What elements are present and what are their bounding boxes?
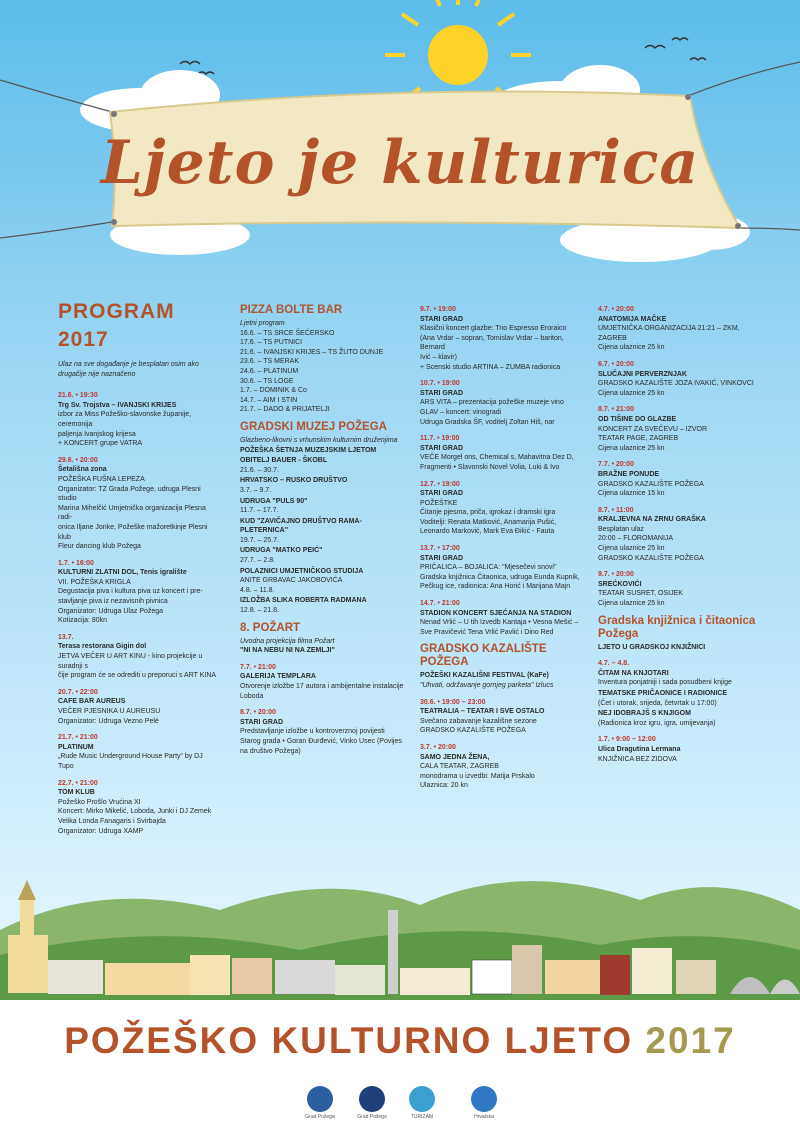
program-column-1 xyxy=(58,298,218,837)
event-item xyxy=(420,434,590,472)
col2-sections xyxy=(240,304,405,756)
event-detail: UMJETNIČKA ORGANIZACIJA 21:21 – ZKM, ZAGREB xyxy=(598,325,740,342)
sponsor-logo xyxy=(400,1086,444,1120)
event-detail: „Rude Music Underground House Party“ by DJ Tupo xyxy=(58,753,203,770)
schedule-item: 24.6. – PLATINUM xyxy=(240,367,299,375)
event-detail: Cijena ulaznice 25 kn xyxy=(598,600,665,608)
event-item xyxy=(598,689,768,708)
event-detail: Starog grada • Goran Đurđević, Vinko Usec (Povijes xyxy=(240,737,402,745)
event-item xyxy=(598,405,768,453)
event-item xyxy=(598,305,768,353)
event-detail: PRIČALICA – BOJALICA: "Mjesečevi snovi" xyxy=(420,564,557,572)
event-date: 14.7. • 21:00 xyxy=(420,600,460,608)
event-detail: 19.7. – 25.7. xyxy=(240,536,279,544)
event-title: STARI GRAD xyxy=(420,444,464,452)
event-item xyxy=(58,633,218,681)
schedule-item: 21.7. – DADO & PRIJATELJI xyxy=(240,406,330,414)
event-date: 20.7. • 22:00 xyxy=(58,688,98,696)
event-item xyxy=(58,688,218,726)
event-title: KRALJEVNA NA ZRNU GRAŠKA xyxy=(598,516,706,524)
event-detail: 27.7. – 2.8. xyxy=(240,557,276,565)
event-detail: monodrama u izvedbi: Matija Prskalo xyxy=(420,772,535,780)
event-detail: + Scenski studio ARTINA – ZUMBA radionica xyxy=(420,363,561,371)
event-item xyxy=(420,698,590,736)
event-detail: GRADSKO KAZALIŠTE JOZA IVAKIĆ, VINKOVCI xyxy=(598,380,754,388)
program-column-4 xyxy=(598,298,768,765)
program-heading: PROGRAM 2017 xyxy=(58,300,175,351)
event-title: SREĆKOVIĆI xyxy=(598,580,642,588)
logo-emblem-icon xyxy=(307,1086,333,1112)
section-heading: GRADSKI MUZEJ POŽEGA xyxy=(240,420,387,433)
event-detail: 21.6. – 30.7. xyxy=(240,466,279,474)
event-detail: Pečkug ice, radionica: Ana Horić i Marijana Majn xyxy=(420,583,571,591)
event-title: KUD "ZAVIČAJNO DRUŠTVO RAMA-PLETERNICA" xyxy=(240,517,362,535)
event-title: BRAŽNE PONUDE xyxy=(598,470,660,478)
event-detail: Organizator: TZ Grada Požege, udruga Plesni studio xyxy=(58,485,201,503)
event-detail: POŽEŠKA FUŠNA LEPEZA xyxy=(58,475,145,483)
event-date: 13.7. xyxy=(58,633,74,641)
schedule-item: 14.7. – AIM I STIN xyxy=(240,396,298,404)
event-item xyxy=(240,517,405,546)
event-detail: GRADSKO KAZALIŠTE POŽEGA xyxy=(598,480,704,488)
event-item xyxy=(240,567,405,596)
logo-label: TURIZAM xyxy=(410,1114,434,1120)
logo-emblem-icon xyxy=(471,1086,497,1112)
event-detail: Marina Mihelčić Umjetnička organizacija Plesna radi- xyxy=(58,504,206,522)
event-title: Ulica Dragutina Lermana xyxy=(598,745,681,753)
event-item xyxy=(420,743,590,791)
event-detail: Besplatan ulaz xyxy=(598,525,644,533)
event-date: 12.7. • 19:00 xyxy=(420,480,460,488)
event-item xyxy=(420,379,590,427)
event-item xyxy=(240,596,405,615)
banner-title: Ljeto je kulturica xyxy=(100,128,700,198)
event-detail: KONCERT ZA SVEČEVU – IZVOR xyxy=(598,425,708,433)
col4-events xyxy=(598,305,768,609)
event-item xyxy=(58,391,218,449)
event-item xyxy=(420,480,590,538)
event-detail: (Radionica kroz igru, igra, umijevanja) xyxy=(598,719,716,727)
event-date: 13.7. • 17:00 xyxy=(420,545,460,553)
footer-title xyxy=(0,1020,800,1062)
event-detail: VEČER PJESNIKA U AUREUSU xyxy=(58,708,161,715)
event-detail: + KONCERT grupe VATRA xyxy=(58,440,143,448)
event-date: 6.7. • 20:00 xyxy=(598,360,634,368)
event-detail: CALA TEATAR, ZAGREB xyxy=(420,763,499,771)
event-item xyxy=(240,708,405,756)
event-item xyxy=(240,476,405,495)
theatre-intro: "Uhvati, održavanje gornjeg parketa" Izlucs xyxy=(420,682,554,689)
event-date: 4.7. • 20:00 xyxy=(598,306,634,313)
library-intro: LJETO U GRADSKOJ KNJIŽNICI xyxy=(598,643,706,651)
event-detail: Cijena ulaznice 15 kn xyxy=(598,490,665,498)
event-detail: Inventura ponjatniji i sada posudbeni knjige xyxy=(598,679,732,687)
event-title: NEJ IDOBRAJŠ S KNJIGOM xyxy=(598,710,691,718)
event-date: 21.7. • 21:00 xyxy=(58,734,98,742)
event-item xyxy=(598,460,768,498)
event-detail: ANITE GRBAVAC JAKOBOVIĆA xyxy=(240,577,343,585)
event-date: 1.7. • 16:00 xyxy=(58,559,94,567)
event-detail: izbor za Miss Požeško-slavonske županije, ceremonija xyxy=(58,411,192,428)
event-title: STARI GRAD xyxy=(420,490,464,498)
event-title: POŽEŠKA ŠETNJA MUZEJSKIM LJETOM xyxy=(240,446,377,454)
event-detail: (Čet i utorak, srijeda, četvrtak u 17:00) xyxy=(598,699,717,707)
theatre-festival: POŽEŠKI KAZALIŠNI FESTIVAL (KaFe) xyxy=(420,672,549,680)
event-date: 29.6. • 20:00 xyxy=(58,456,98,464)
col1-events xyxy=(58,391,218,836)
event-title: CAFE BAR AUREUS xyxy=(58,698,126,706)
event-title: POLAZNICI UMJETNIČKOG STUDIJA xyxy=(240,567,364,575)
section-events xyxy=(240,446,405,616)
event-detail: Voditelji: Renata Matković, Anamarija Pušić, xyxy=(420,518,557,526)
event-detail: Organizator: Udruga Ulaz Požega xyxy=(58,607,164,615)
event-detail: 4.8. – 11.8. xyxy=(240,586,275,594)
event-date: 1.7. • 9:00 – 12:00 xyxy=(598,736,656,744)
event-detail: Čitanje pjesma, priča, igrokaz i dramski igra xyxy=(420,509,556,517)
event-detail: Kotizacija: 80kn xyxy=(58,617,108,625)
event-item xyxy=(240,546,405,565)
event-item xyxy=(420,599,590,637)
event-item xyxy=(420,544,590,592)
library-heading: Gradska knjižnica i čitaonica Požega xyxy=(598,614,756,640)
event-detail: GRADSKO KAZALIŠTE POŽEGA xyxy=(598,554,704,562)
event-item xyxy=(240,456,405,475)
event-detail: Cijena ulaznice 25 kn xyxy=(598,545,665,553)
event-title: SAMO JEDNA ŽENA, xyxy=(420,753,490,761)
event-date: 11.7. • 19:00 xyxy=(420,435,460,443)
event-detail: Fragmenti • Slavonski Novel Volia, Luki & Ivo xyxy=(420,463,560,471)
program-column-3 xyxy=(420,298,590,792)
event-title: Trg Sv. Trojstva – IVANJSKI KRIJES xyxy=(58,401,177,409)
schedule-list xyxy=(240,329,405,415)
event-detail: Udruga Gradska ŠF, voditelj Zoltan Hiš, nar xyxy=(420,418,555,426)
section-events xyxy=(240,646,405,756)
theatre-events xyxy=(420,698,590,791)
event-title: TEMATSKE PRIČAONICE I RADIONICE xyxy=(598,690,727,697)
event-detail: GLAV – koncert: vinogradi xyxy=(420,408,502,416)
event-item xyxy=(240,446,405,456)
event-detail: 3.7. – 9.7. xyxy=(240,486,272,494)
logo-emblem-icon xyxy=(359,1086,385,1112)
event-detail: Loboda xyxy=(240,692,264,700)
event-item xyxy=(598,360,768,398)
event-date: 30.6. • 19:00 – 23:00 xyxy=(420,698,486,706)
sponsor-logos xyxy=(0,1086,800,1136)
event-title: UDRUGA "PULS 90" xyxy=(240,497,308,505)
event-detail: Otvorenje izložbe 17 autora i ambijentalne instalacije xyxy=(240,683,404,690)
event-detail: Cijena ulaznice 25 kn xyxy=(598,389,665,397)
event-item xyxy=(598,570,768,608)
event-title: "NI NA NEBU NI NA ZEMLJI" xyxy=(240,647,335,655)
event-title: KULTURNI ZLATNI DOL, Tenis igralište xyxy=(58,569,187,577)
schedule-item: 21.6. – IVANJSKI KRIJES – TS ŽUTO DUNJE xyxy=(240,348,384,356)
section-intro: Glazbeno-likovni s vrhunskim kulturnim druženjima xyxy=(240,436,398,444)
event-detail: onica Iljane Jonke, Požeške mažoretkinje Plesni klub xyxy=(58,523,208,541)
event-item xyxy=(58,559,218,626)
event-date: 9.7. • 19:00 xyxy=(420,306,456,313)
event-title: STARI GRAD xyxy=(240,718,284,726)
event-detail: Predstavljanje izložbe u kontroverznoj povijesti xyxy=(240,728,385,736)
event-item xyxy=(240,646,405,656)
event-title: Terasa restorana Gigin dol xyxy=(58,643,147,651)
event-item xyxy=(598,659,768,688)
event-title: IZLOŽBA SLIKA ROBERTA RADMANA xyxy=(240,597,367,605)
event-detail: Sve Pravičević Tena Vrlić Pavlić i Dino Red xyxy=(420,628,554,636)
logo-label: Grad Požega xyxy=(357,1114,387,1120)
section-heading: PIZZA BOLTE BAR xyxy=(240,304,343,316)
event-detail: Leonardo Marković, Mark Eva Đikić - Fauta xyxy=(420,528,555,536)
event-detail: stavljanje piva iz nezavisnih pivnica xyxy=(58,598,168,606)
event-item xyxy=(598,709,768,728)
event-detail: na društvo Požega) xyxy=(240,747,301,755)
event-detail: POŽEŠTKE xyxy=(420,499,458,507)
event-detail: paljenja Ivanjskog krijesa xyxy=(58,430,136,438)
event-detail: Nenad Vrlić – U tih Izvedb Kantaja • Vesna Mešić – xyxy=(420,619,579,627)
col3-events xyxy=(420,305,590,637)
event-detail: Svečano zabavanje kazališne sezone xyxy=(420,717,537,725)
event-title: UDRUGA "MATKO PEIĆ" xyxy=(240,547,323,555)
event-detail: Cijena ulaznice 25 kn xyxy=(598,344,665,352)
event-detail: Ulaznica: 20 kn xyxy=(420,782,468,790)
event-detail: VEČE Morgel ons, Chemical s, Mahavitna Dez D, xyxy=(420,454,574,462)
event-date: 10.7. • 19:00 xyxy=(420,380,460,388)
event-item xyxy=(420,305,590,372)
logo-emblem-icon xyxy=(409,1086,435,1112)
event-detail: Ivić – klavir) xyxy=(420,353,457,361)
event-detail: 12.8. – 21.8. xyxy=(240,607,279,615)
event-title: TEATRALIA – TEATAR I SVE OSTALO xyxy=(420,708,545,716)
event-date: 4.7. – 4.8. xyxy=(598,660,630,668)
event-title: OBITELJ BAUER - ŠKOBL xyxy=(240,457,328,465)
event-title: STARI GRAD xyxy=(420,315,464,323)
event-date: 9.7. • 20:00 xyxy=(598,571,634,579)
program-column-2 xyxy=(240,298,405,757)
event-item xyxy=(58,733,218,771)
event-title: ANATOMIJA MAČKE xyxy=(598,315,667,323)
event-date: 22.7. • 21:00 xyxy=(58,779,98,787)
event-detail: čije program će se odrediti u preporuci s ART KINA xyxy=(58,672,217,680)
event-date: 7.7. • 20:00 xyxy=(598,461,634,469)
event-detail: Gradska knjižnica Čitaonica, udruga Eunda Kupnik, xyxy=(420,573,580,581)
event-title: STARI GRAD xyxy=(420,554,464,562)
event-detail: Požeško Prošlo Vrućina XI xyxy=(58,798,141,806)
section-intro: Uvodna projekcija filma Požart xyxy=(240,637,335,645)
logo-label: Hrvatska xyxy=(474,1114,494,1120)
event-detail: Organizator: Udruga Vezno Pelé xyxy=(58,717,159,725)
event-detail: VII. POŽEŠKA KRIGLA xyxy=(58,578,131,586)
event-detail: Klasični koncert glazbe: Trio Espresso Eroraico xyxy=(420,325,567,333)
footer-title-text: POŽEŠKO KULTURNO LJETO xyxy=(64,1020,634,1061)
event-title: HRVATSKO – RUSKO DRUŠTVO xyxy=(240,477,348,485)
event-title: OD TIŠINE DO GLAZBE xyxy=(598,415,677,423)
event-item xyxy=(58,456,218,552)
event-detail: JETVA VEČER U ART KINU - kino projekcije u suradnji s xyxy=(58,653,203,670)
event-item xyxy=(598,735,768,764)
schedule-item: 23.6. – TS MERAK xyxy=(240,358,300,366)
event-detail: Velika Londa Fanagaris i Svirbajda xyxy=(58,817,166,825)
event-item xyxy=(598,506,768,564)
event-item xyxy=(240,497,405,516)
event-title: PLATINUM xyxy=(58,743,94,751)
logo-label: Grad Požega xyxy=(305,1114,335,1120)
event-title: GALERIJA TEMPLARA xyxy=(240,673,316,681)
schedule-item: 30.6. – TS LOGE xyxy=(240,377,294,385)
section-heading: 8. POŽART xyxy=(240,621,301,634)
event-item xyxy=(58,779,218,837)
event-detail: Degustacija piva i kultura piva uz koncert i pre- xyxy=(58,588,203,596)
event-date: 7.7. • 21:00 xyxy=(240,663,276,671)
event-date: 8.7. • 20:00 xyxy=(240,709,276,717)
program-intro: Ulaz na sve događanje je besplatan osim ako drugačije nije naznačeno xyxy=(58,361,199,378)
event-detail: KNJIŽNICA BEZ ZIDOVA xyxy=(598,755,677,763)
event-title: Šetališna zona xyxy=(58,466,107,474)
event-title: SLUČAJNI PERVERZNJAK xyxy=(598,370,687,378)
sponsor-logo xyxy=(298,1086,342,1120)
schedule-item: 1.7. – DOMINIK & Co xyxy=(240,387,307,395)
event-detail: 11.7. – 17.7. xyxy=(240,507,279,515)
section-intro: Ljetni program xyxy=(240,320,285,327)
library-events xyxy=(598,659,768,764)
event-detail: Organizator: Udruga XAMP xyxy=(58,827,144,835)
theatre-heading: GRADSKO KAZALIŠTE POŽEGA xyxy=(420,643,547,669)
event-title: STADION KONCERT SJEĆANJA NA STADION xyxy=(420,609,572,617)
event-title: ČITAM NA KNJOTARI xyxy=(598,669,669,677)
event-detail: (Ana Vrdar – sopran, Tomislav Vrdar – bariton, Bernard xyxy=(420,334,564,352)
event-item xyxy=(240,663,405,701)
event-detail: Cijena ulaznice 25 kn xyxy=(598,444,665,452)
event-detail: ARS VITA – prezentacija požeške muzeje vino xyxy=(420,399,564,407)
event-detail: GRADSKO KAZALIŠTE POŽEGA xyxy=(420,727,526,735)
sun-icon xyxy=(385,0,531,100)
footer-year: 2017 xyxy=(645,1020,736,1061)
event-detail: 20:00 – FLOROMANIJA xyxy=(598,535,674,543)
event-detail: Fleur dancing klub Požega xyxy=(58,543,141,551)
event-detail: Koncert: Mirko Mikelić, Loboda, Junki i DJ Zemek xyxy=(58,808,212,816)
sponsor-logo xyxy=(350,1086,394,1120)
event-detail: TEATAR SUSRET, OSIJEK xyxy=(598,590,683,598)
event-detail: TEATAR PAGE, ZAGREB xyxy=(598,435,679,443)
event-date: 8.7. • 11:00 xyxy=(598,506,634,514)
schedule-item: 16.6. – TS SRCE ŠEĆERSKO xyxy=(240,329,335,337)
sponsor-logo xyxy=(462,1086,506,1120)
event-date: 21.6. • 19:30 xyxy=(58,392,98,400)
schedule-item: 17.6. – TS PUTNICI xyxy=(240,339,303,347)
event-date: 8.7. • 21:00 xyxy=(598,406,634,414)
event-title: STARI GRAD xyxy=(420,389,464,397)
event-title: TOM KLUB xyxy=(58,789,95,797)
event-date: 3.7. • 20:00 xyxy=(420,743,456,751)
